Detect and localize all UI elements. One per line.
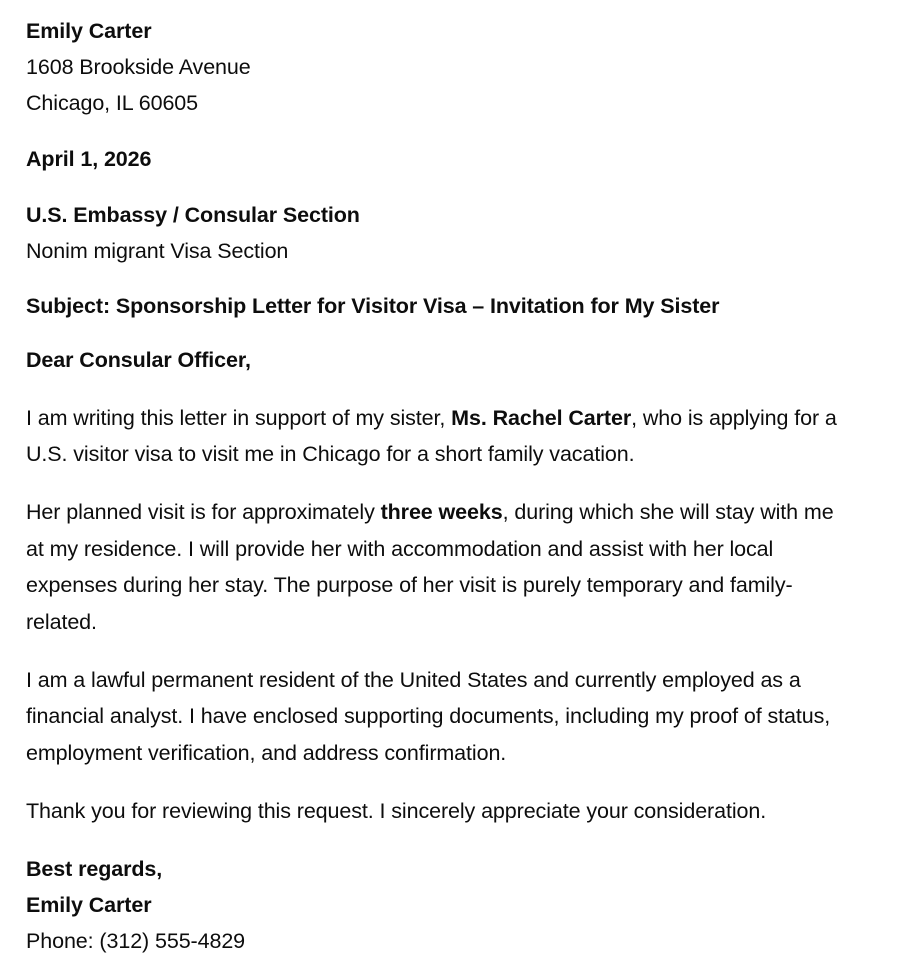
recipient-address-block [26, 197, 860, 269]
paragraph-text [26, 400, 850, 473]
body-paragraph [26, 662, 860, 772]
closing-block [26, 851, 860, 959]
paragraph-text [26, 793, 850, 830]
signature-name: Emily Carter [26, 892, 152, 917]
recipient-organization: U.S. Embassy / Consular Section [26, 203, 360, 227]
body-paragraph [26, 793, 860, 830]
sender-name: Emily Carter [26, 19, 152, 43]
letter-date: April 1, 2026 [26, 147, 152, 171]
body-text: I am writing this letter in support of my sister, [26, 405, 452, 430]
contact-phone: Phone: (312) 555-4829 [26, 928, 246, 953]
sender-city-state-zip: Chicago, IL 60605 [26, 91, 199, 115]
sender-street: 1608 Brookside Avenue [26, 55, 251, 79]
emphasis-text: Ms. Rachel Carter [451, 405, 632, 430]
body-text: Thank you for reviewing this request. I sincerely appreciate your consideration. [26, 798, 767, 823]
valediction: Best regards, [26, 856, 163, 881]
letter-date-block [26, 141, 860, 177]
body-text: Her planned visit is for approximately [26, 500, 381, 524]
subject-line: Subject: Sponsorship Letter for Visitor Visa – Invitation for My Sister [26, 294, 720, 318]
paragraph-text [26, 662, 850, 772]
salutation-block [26, 342, 860, 378]
recipient-department: Nonim migrant Visa Section [26, 239, 289, 263]
body-text: I am a lawful permanent resident of the United States and currently employed as a financial analyst. I have enclosed supporting documents, including my proof of status, employment verification, and address confirmation. [26, 667, 831, 765]
emphasis-text: three weeks [380, 500, 503, 524]
paragraph-text [26, 494, 850, 640]
body-text: , during which she will stay with me at my residence. I will provide her with accommodation and assist with her local expenses during her stay. The purpose of her visit is purely temporary and family-related. [26, 500, 834, 634]
body-paragraph [26, 400, 860, 473]
body-paragraph [26, 494, 860, 640]
salutation: Dear Consular Officer, [26, 348, 251, 372]
body-text: , who is applying for a U.S. visitor visa to visit me in Chicago for a short family vacation. [26, 405, 837, 466]
sender-address-block [26, 13, 860, 121]
subject-block [26, 288, 860, 324]
